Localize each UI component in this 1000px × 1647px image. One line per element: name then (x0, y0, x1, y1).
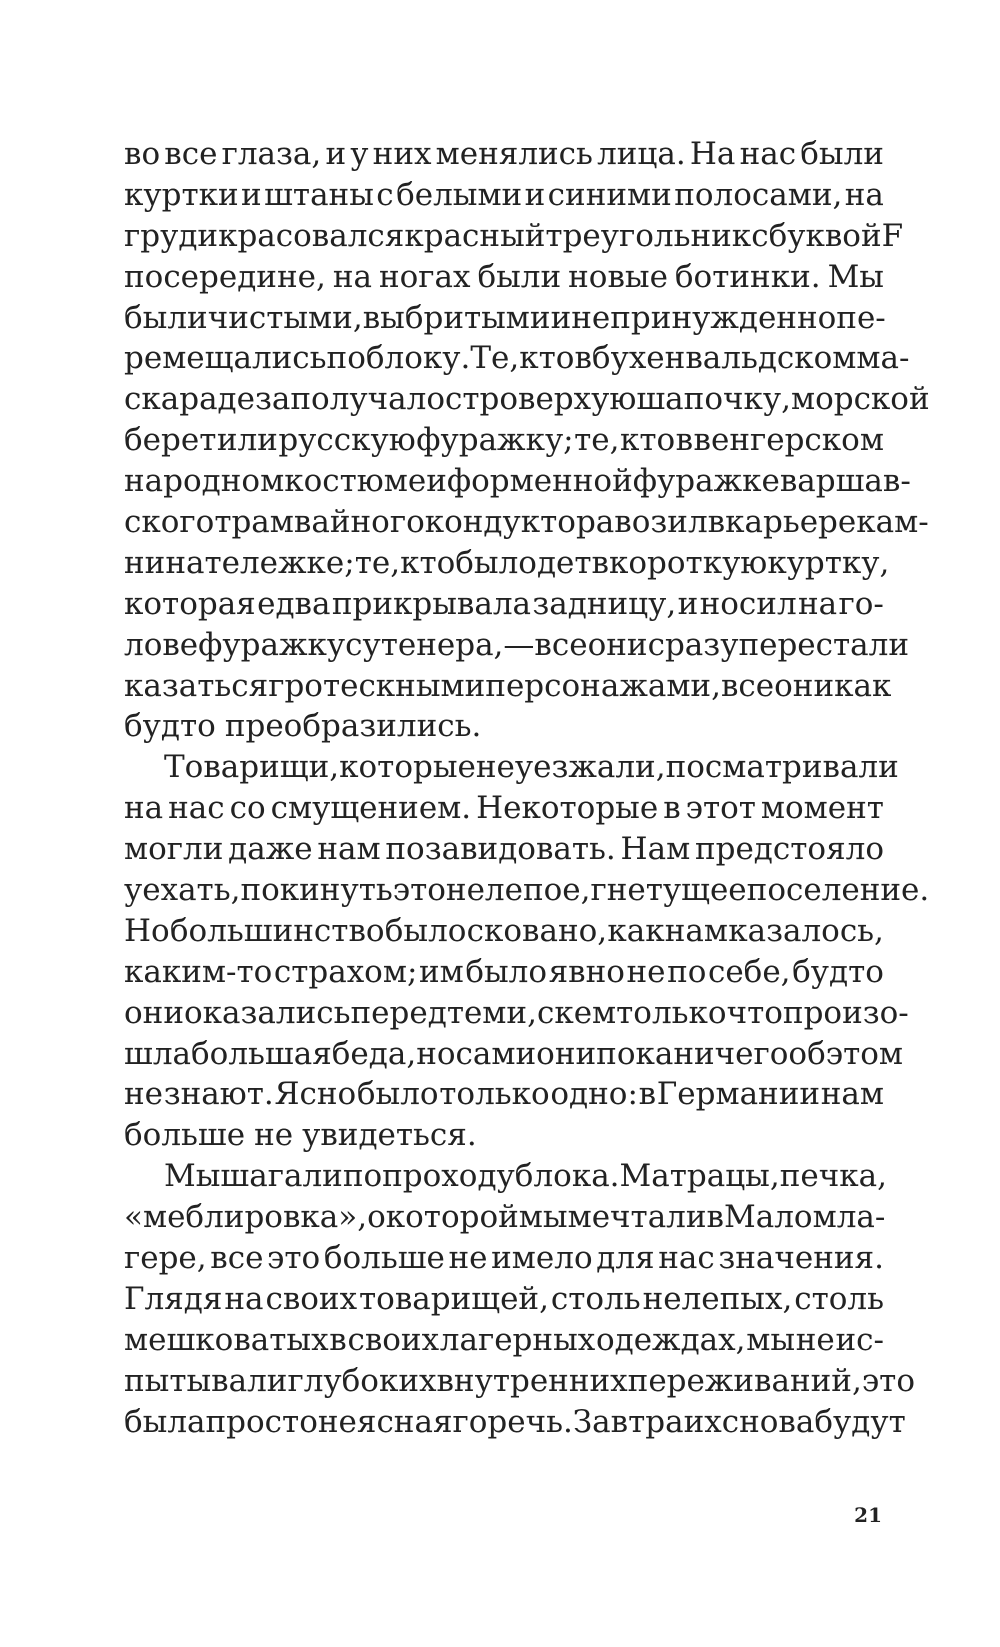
text-line: на нас со смущением. Некоторые в этот момент (124, 790, 884, 827)
paragraph (124, 747, 930, 1156)
text-line: Но большинство было сковано, как нам казалось, (124, 912, 884, 949)
text-line: каким-то страхом; им было явно не по себе, будто (124, 953, 884, 990)
text-line: шла большая беда, но сами они пока ничего об этом (124, 1035, 904, 1072)
text-line: они оказались перед теми, с кем только что произо- (124, 994, 909, 1031)
text-line: казаться гротескными персонажами, все они как (124, 667, 892, 704)
text-line: лове фуражку сутенера, — все они сразу перестали (124, 626, 909, 663)
text-line: были чистыми, выбритыми и непринужденно пе- (124, 299, 886, 336)
text-line: ского трамвайного кондуктора возил в карьере кам- (124, 504, 929, 541)
body-text (124, 134, 930, 1443)
text-line: Мы шагали по проходу блока. Матрацы, печка, (164, 1158, 887, 1195)
text-line: гере, все это больше не имело для нас значения. (124, 1240, 884, 1277)
text-line: «меблировка», о которой мы мечтали в Малом ла- (124, 1199, 886, 1236)
page-number: 21 (854, 1503, 882, 1527)
text-line: во все глаза, и у них менялись лица. На нас были (124, 136, 884, 172)
text-line: Глядя на своих товарищей, столь нелепых, столь (124, 1280, 884, 1317)
text-line: могли даже нам позавидовать. Нам предстояло (124, 831, 884, 868)
paragraph (124, 134, 930, 747)
paragraph (124, 1156, 915, 1442)
text-line: уехать, покинуть это нелепое, гнетущее поселение. (124, 872, 930, 909)
text-line: была просто неясная горечь. Завтра их снова будут (124, 1403, 906, 1440)
text-line: не знают. Ясно было только одно: в Германии нам (124, 1076, 884, 1113)
text-line: груди красовался красный треугольник с буквой F (124, 217, 904, 254)
text-line: посередине, на ногах были новые ботинки. Мы (124, 258, 884, 295)
text-line: ремещались по блоку. Те, кто в бухенвальдском ма- (124, 340, 910, 377)
text-line: куртки и штаны с белыми и синими полосами, на (124, 176, 884, 213)
text-line: больше не увидеться. (124, 1117, 477, 1154)
text-line: ни на тележке; те, кто был одет в короткую куртку, (124, 544, 890, 581)
text-line: пытывали глубоких внутренних переживаний, это (124, 1362, 915, 1399)
text-line: скараде заполучал островерхую шапочку, морской (124, 381, 930, 418)
text-line: народном костюме и форменной фуражке варшав- (124, 463, 911, 500)
text-line: будто преобразились. (124, 708, 482, 745)
text-line: мешковатых в своих лагерных одеждах, мы не ис- (124, 1321, 884, 1358)
text-line: берет или русскую фуражку; те, кто в венгерском (124, 422, 884, 459)
text-line: которая едва прикрывала задницу, и носил на го- (124, 585, 884, 622)
text-line: Товарищи, которые не уезжали, посматривали (164, 749, 899, 786)
